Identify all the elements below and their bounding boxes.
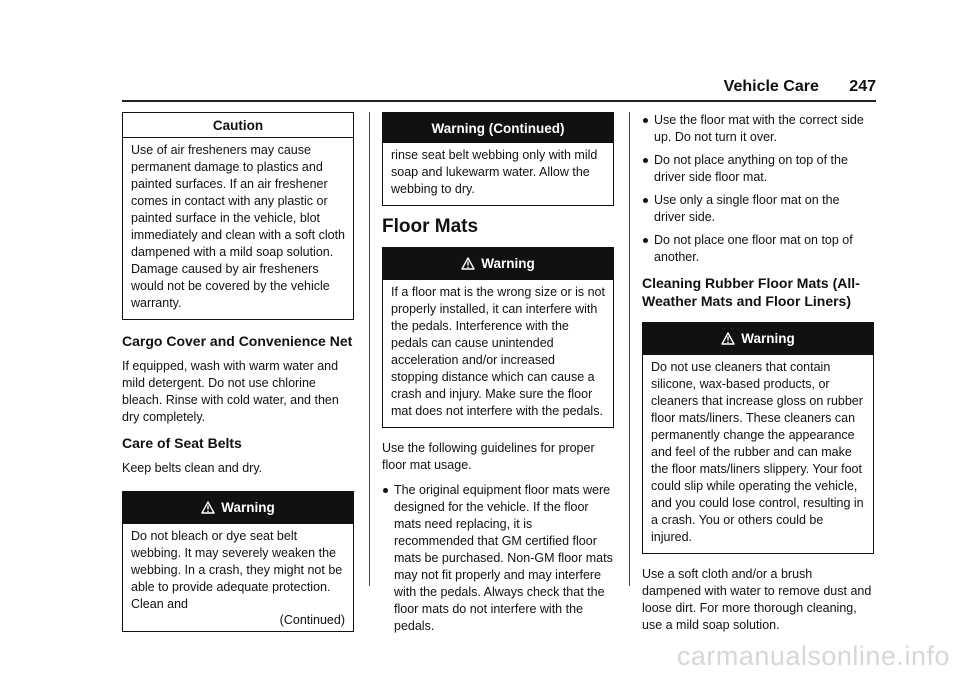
floor-mats-heading: Floor Mats <box>382 216 479 237</box>
warning-continued-text: rinse seat belt webbing only with mild soap and lukewarm water. Allow the webbing to dry. <box>391 148 598 196</box>
warning-triangle-icon <box>461 257 475 274</box>
warning-header <box>383 248 613 280</box>
bullet-icon <box>643 238 648 243</box>
page-header <box>0 78 876 98</box>
header-divider <box>122 100 876 102</box>
seat-belts-text: Keep belts clean and dry. <box>122 461 263 475</box>
caution-text: Use of air fresheners may cause permanent damage to plastics and painted surfaces. If an air freshener comes in contact with any plastic or painted surface in the vehicle, blot immediately and clean with a soft cloth dampened with a mild soap solution. Damage caused by air fresheners would not be covered by the vehicle warranty. <box>131 143 345 310</box>
cargo-text: If equipped, wash with warm water and mild detergent. Do not use chlorine bleach. Rinse with cold water, and then dry completely. <box>122 359 339 424</box>
column-divider <box>629 112 630 586</box>
column-divider <box>369 112 370 586</box>
caution-box <box>122 112 354 320</box>
continued-label: (Continued) <box>279 613 345 627</box>
list-item: Do not place anything on top of the driver side floor mat. <box>642 152 874 186</box>
warning-title: Warning <box>741 331 795 346</box>
column-1 <box>122 112 354 644</box>
floor-mat-guidelines-list <box>382 482 614 635</box>
page-number: 247 <box>849 78 876 95</box>
warning-continued-title: Warning (Continued) <box>383 113 613 143</box>
warning-triangle-icon <box>201 501 215 518</box>
warning-title: Warning <box>481 256 535 271</box>
rubber-mats-warning-text: Do not use cleaners that contain silicone, wax-based products, or cleaners that increase gloss on rubber floor mats/liners. These cleaners can permanently change the appearance and feel of the rubber and can make the floor mats/liners slippery. Your foot could slip while operating the vehicle, and you could lose control, resulting in a crash. You or others could be injured. <box>651 360 864 544</box>
list-item: Use only a single floor mat on the driver side. <box>642 192 874 226</box>
watermark: carmanualsonline.info <box>676 641 950 671</box>
warning-triangle-icon <box>721 332 735 349</box>
guidelines-text: Use the following guidelines for proper floor mat usage. <box>382 441 595 472</box>
list-item: The original equipment floor mats were designed for the vehicle. If the floor mats need replacing, it is recommended that GM certified floor mats be purchased. Non-GM floor mats may not fit properly and may interfere with the pedals. Always check that the floor mats do not interfere with the pedals. <box>382 482 614 635</box>
warning-box <box>122 491 354 632</box>
caution-title: Caution <box>123 113 353 138</box>
floor-mat-guidelines-list-continued <box>642 112 874 266</box>
bullet-icon <box>643 118 648 123</box>
seat-belts-heading: Care of Seat Belts <box>122 435 242 451</box>
warning-header <box>123 492 353 524</box>
rubber-mats-warning-box <box>642 322 874 554</box>
bullet-icon <box>643 198 648 203</box>
bullet-icon <box>383 488 388 493</box>
list-item: Use the floor mat with the correct side up. Do not turn it over. <box>642 112 874 146</box>
cleaning-text: Use a soft cloth and/or a brush dampened with water to remove dust and loose dirt. For more thorough cleaning, use a mild soap solution. <box>642 567 872 632</box>
list-item: Do not place one floor mat on top of another. <box>642 232 874 266</box>
floor-mats-warning-box <box>382 247 614 428</box>
floor-mats-warning-text: If a floor mat is the wrong size or is not properly installed, it can interfere with the pedals. Interference with the pedals can cause unintended acceleration and/or increased stopping distance which can cause a crash and injury. Make sure the floor mat does not interfere with the pedals. <box>391 285 605 418</box>
warning-text: Do not bleach or dye seat belt webbing. It may severely weaken the webbing. In a crash, they might not be able to provide adequate protection. Clean and <box>131 529 343 611</box>
cargo-heading: Cargo Cover and Convenience Net <box>122 333 353 349</box>
warning-title: Warning <box>221 500 275 515</box>
column-3 <box>642 112 874 642</box>
warning-header <box>643 323 873 355</box>
warning-continued-box <box>382 112 614 206</box>
column-2 <box>382 112 614 643</box>
rubber-floor-mats-heading: Cleaning Rubber Floor Mats (All-Weather Mats and Floor Liners) <box>642 275 860 309</box>
section-title: Vehicle Care <box>723 78 819 95</box>
bullet-icon <box>643 158 648 163</box>
